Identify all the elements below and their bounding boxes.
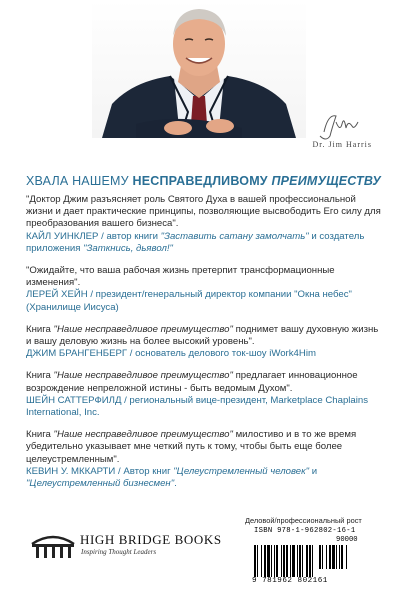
barcode-bar — [306, 545, 308, 577]
barcode-number: 9 781962 802161 — [252, 577, 328, 585]
barcode-bar — [299, 545, 301, 577]
isbn-number: ISBN 978-1-962802-16-1 — [254, 527, 356, 535]
barcode-bar — [286, 545, 288, 577]
barcode-bar — [264, 545, 266, 577]
barcode-bar — [261, 545, 262, 577]
quote-author: ДЖИМ БРАНГЕНБЕРГ / основатель делового ток-шоу iWork4Him — [26, 348, 316, 360]
quote-author: ЛЕРЕЙ ХЕЙН / президент/генеральный директор компании "Окна небес" (Хранилище Иисуса) — [26, 289, 352, 313]
barcode-bar — [322, 545, 323, 569]
publisher-tagline: Inspiring Thought Leaders — [81, 548, 157, 556]
barcode-bar — [290, 545, 291, 577]
barcode-bar — [329, 545, 331, 569]
quote-4 — [26, 370, 382, 419]
quote-text: Книга "Наше несправедливое преимущество" милостиво и в то же время убедительно указывает мне четкий путь к тому, чтобы быть еще более целеустремленным". — [26, 429, 357, 465]
quote-author: КАЙЛ УИНКЛЕР / автор книги "Заставить сатану замолчать" и создатель приложения "Заткнись, дьявол!" — [26, 230, 365, 254]
barcode-bar — [257, 545, 258, 577]
quote-text: "Доктор Джим разъясняет роль Святого Духа в вашей профессиональной жизни и дает практические принципы, позволяющие высвободить Его силу для преобразования вашего бизнеса". — [26, 194, 381, 230]
heading-part2: НЕСПРАВЕДЛИВОМУ — [132, 174, 268, 188]
barcode-bar — [336, 545, 337, 569]
heading-part1: ХВАЛА НАШЕМУ — [26, 174, 133, 188]
barcode-bar — [281, 545, 282, 577]
quote-3 — [26, 324, 382, 361]
publisher-name: HIGH BRIDGE BOOKS — [80, 532, 222, 547]
quote-text: "Ожидайте, что ваша рабочая жизнь претерпит трансформационные изменения". — [26, 265, 335, 289]
barcode-bar — [309, 545, 311, 577]
barcode-bar — [297, 545, 298, 577]
barcode-bar — [292, 545, 295, 577]
barcode-bar — [346, 545, 347, 569]
author-name-signature: Dr. Jim Harris — [312, 140, 372, 149]
quote-author: КЕВИН У. МККАРТИ / Автор книг "Целеустремленный человек" и "Целеустремленный бизнесмен". — [26, 465, 318, 490]
barcode-bar — [271, 545, 272, 577]
barcode-bar — [302, 545, 303, 577]
price-code: 90000 — [336, 536, 358, 544]
barcode-bar — [326, 545, 327, 569]
book-category: Деловой/профессиональный рост — [245, 516, 362, 525]
barcode-bar — [332, 545, 335, 569]
barcode-bar — [319, 545, 321, 569]
quote-text: Книга "Наше несправедливое преимущество" поднимет вашу духовную жизнь и вашу деловую жизнь на более высокий уровень". — [26, 323, 379, 348]
publisher-logo-icon — [30, 528, 76, 560]
praise-heading — [26, 174, 386, 188]
quote-2 — [26, 265, 382, 314]
heading-part3: ПРЕИМУЩЕСТВУ — [267, 174, 381, 188]
barcode-bar — [267, 545, 270, 577]
barcode-bar — [276, 545, 278, 577]
barcode-bar — [312, 545, 313, 577]
barcode-bar — [339, 545, 340, 569]
author-photo — [92, 0, 306, 138]
quote-1 — [26, 194, 382, 255]
quote-text: Книга "Наше несправедливое преимущество" предлагает инновационное возрождение непреложной истины - быть ведомым Духом". — [26, 370, 358, 394]
barcode-bar — [254, 545, 256, 577]
barcode-bar — [283, 545, 285, 577]
signature-image — [302, 110, 372, 144]
quote-author: ШЕЙН САТТЕРФИЛД / региональный вице-президент, Marketplace Chaplains International, Inc. — [26, 394, 369, 419]
praise-quotes — [26, 194, 382, 500]
quote-5 — [26, 429, 382, 490]
barcode-bar — [274, 545, 275, 577]
barcode-bar — [341, 545, 343, 569]
